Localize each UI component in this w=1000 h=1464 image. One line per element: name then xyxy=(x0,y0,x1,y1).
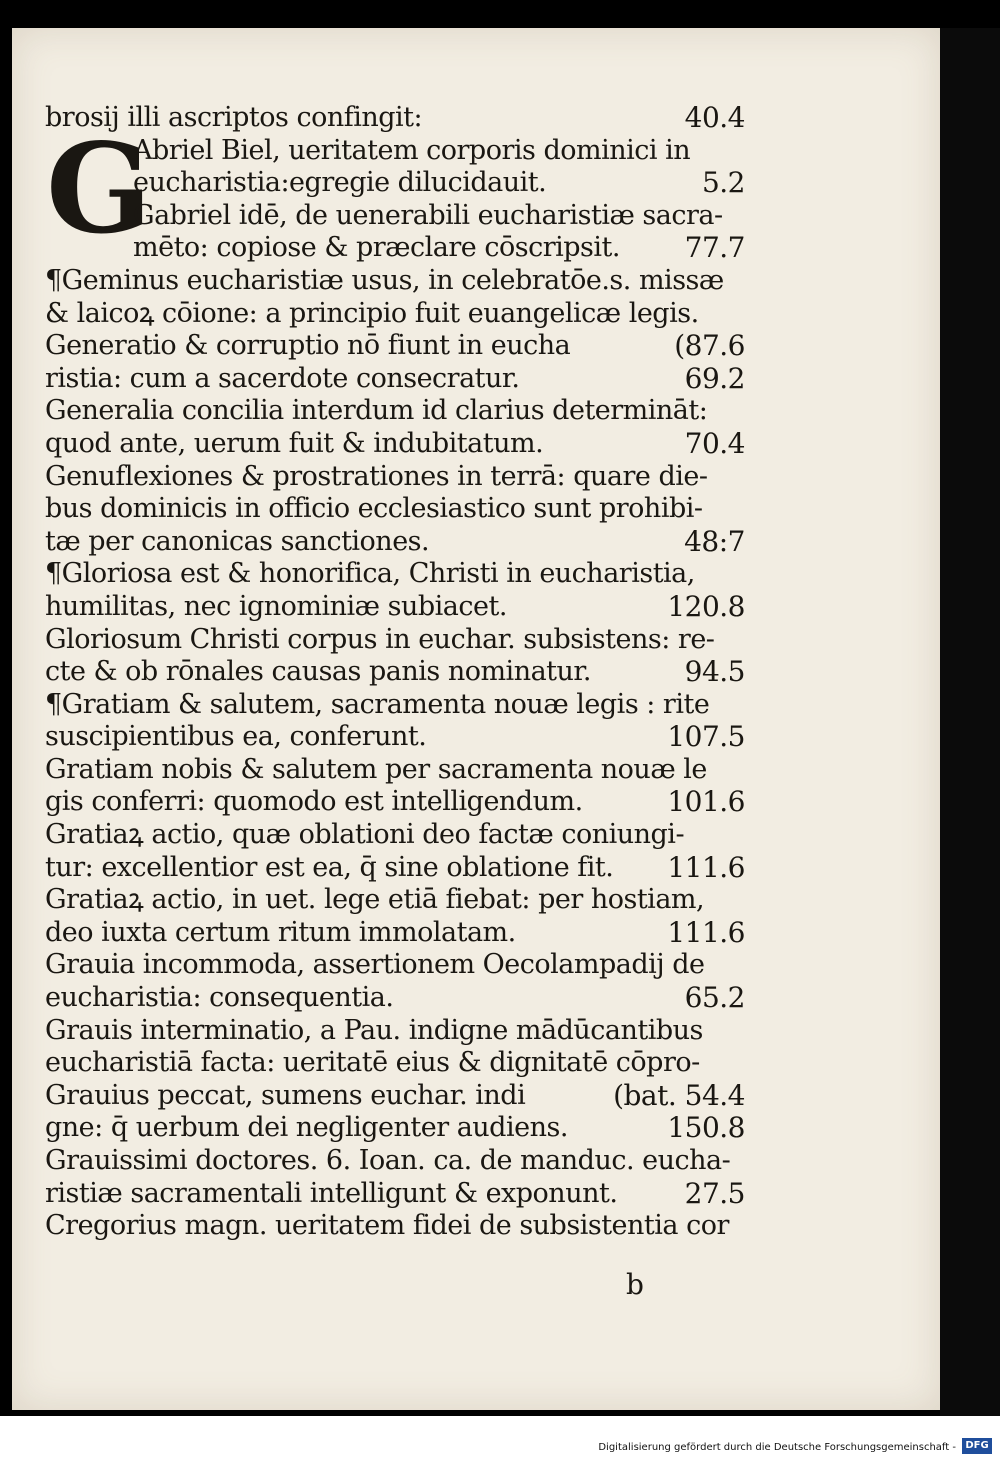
index-line xyxy=(45,1145,745,1178)
index-page-ref: 77.7 xyxy=(684,231,745,265)
index-entry-text: tur: excellentior est ea, q̄ sine oblatione fit. xyxy=(45,851,614,883)
signature-mark: b xyxy=(626,1268,644,1301)
index-line xyxy=(45,330,745,363)
index-line xyxy=(45,135,745,168)
index-line xyxy=(45,298,745,331)
index-line xyxy=(45,461,745,494)
index-line xyxy=(45,754,745,787)
index-line xyxy=(45,493,745,526)
index-line xyxy=(45,1080,745,1113)
index-page-ref: 101.6 xyxy=(667,785,745,819)
index-line xyxy=(45,884,745,917)
index-line xyxy=(45,363,745,396)
index-line xyxy=(45,200,745,233)
index-page-ref: 70.4 xyxy=(684,426,745,460)
index-entry-text: Genuflexiones & prostrationes in terrā: quare die- xyxy=(45,460,708,492)
index-line xyxy=(45,1178,745,1211)
index-entry-text: Gratiaꝝ actio, quæ oblationi deo factæ coniungi- xyxy=(45,819,685,851)
index-line xyxy=(45,656,745,689)
index-page-ref: (bat. 54.4 xyxy=(613,1078,745,1112)
index-page-ref: 120.8 xyxy=(667,589,745,623)
index-line xyxy=(45,102,745,135)
index-page-ref: 5.2 xyxy=(701,166,745,200)
index-line xyxy=(45,917,745,950)
index-line xyxy=(45,852,745,885)
index-entry-text: Grauius peccat, sumens euchar. indi xyxy=(45,1079,526,1111)
index-entry-text: eucharistia: consequentia. xyxy=(45,982,394,1014)
index-line xyxy=(45,265,745,298)
index-entry-text: brosij illi ascriptos confingit: xyxy=(45,102,423,133)
index-entry-text: quod ante, uerum fuit & indubitatum. xyxy=(45,427,544,459)
index-line xyxy=(45,1047,745,1080)
index-entry-text: Gabriel idē, de uenerabili eucharistiæ sacra- xyxy=(133,199,723,231)
index-entry-text: deo iuxta certum ritum immolatam. xyxy=(45,916,516,948)
index-line xyxy=(45,1015,745,1048)
index-line xyxy=(45,721,745,754)
index-entry-text: Gloriosum Christi corpus in euchar. subsistens: re- xyxy=(45,623,715,655)
index-page-ref: 69.2 xyxy=(684,361,745,395)
index-entry-text: Generatio & corruptio nō fiunt in eucha xyxy=(45,330,571,362)
index-entry-text: tæ per canonicas sanctiones. xyxy=(45,525,430,557)
scan-border xyxy=(940,28,1000,1418)
index-entry-text: & laicoꝝ cōione: a principio fuit euangelicæ legis. xyxy=(45,297,699,329)
index-page-ref: 111.6 xyxy=(667,915,745,949)
index-page-ref: 94.5 xyxy=(684,655,745,689)
index-line xyxy=(45,982,745,1015)
index-page-ref: 48:7 xyxy=(684,524,745,558)
index-page-ref: 150.8 xyxy=(667,1111,745,1145)
index-page-ref: 107.5 xyxy=(667,720,745,754)
index-line xyxy=(45,428,745,461)
index-line xyxy=(45,689,745,722)
dfg-logo: DFG xyxy=(962,1438,992,1454)
index-entry-text: ¶Gloriosa est & honorifica, Christi in eucharistia, xyxy=(45,558,695,590)
index-entry-text: mēto: copiose & præclare cōscripsit. xyxy=(133,232,620,264)
index-entry-text: Cregorius magn. ueritatem fidei de subsistentia cor xyxy=(45,1210,729,1242)
index-entry-text: ¶Geminus eucharistiæ usus, in celebratōe.s. missæ xyxy=(45,264,724,296)
index-entry-text: Grauia incommoda, assertionem Oecolampadij de xyxy=(45,949,705,981)
index-line xyxy=(45,1210,745,1243)
footer-bar xyxy=(0,1416,1000,1464)
index-line xyxy=(45,819,745,852)
index-page-ref: 40.4 xyxy=(684,101,745,134)
index-line xyxy=(45,395,745,428)
index-entry-text: gis conferri: quomodo est intelligendum. xyxy=(45,786,583,818)
index-text xyxy=(45,102,745,1243)
index-line xyxy=(45,232,745,265)
index-entry-text: eucharistiā facta: ueritatē eius & dignitatē cōpro- xyxy=(45,1047,700,1079)
index-line xyxy=(45,526,745,559)
index-entry-text: suscipientibus ea, conferunt. xyxy=(45,721,427,753)
index-entry-text: cte & ob rōnales causas panis nominatur. xyxy=(45,656,591,688)
index-entry-text: Gratiaꝝ actio, in uet. lege etiā fiebat: per hostiam, xyxy=(45,884,705,916)
index-line xyxy=(45,786,745,819)
index-entry-text: ristiæ sacramentali intelligunt & exponunt. xyxy=(45,1177,618,1209)
index-line xyxy=(45,624,745,657)
index-entry-text: Grauis interminatio, a Pau. indigne mādūcantibus xyxy=(45,1014,703,1046)
index-line xyxy=(45,949,745,982)
index-entry-text: bus dominicis in officio ecclesiastico sunt prohibi- xyxy=(45,493,703,525)
index-entry-text: gne: q̄ uerbum dei negligenter audiens. xyxy=(45,1112,568,1144)
index-entry-text: ¶Gratiam & salutem, sacramenta nouæ legis : rite xyxy=(45,688,710,720)
index-line xyxy=(45,558,745,591)
index-line xyxy=(45,1112,745,1145)
index-entry-text: Generalia concilia interdum id clarius determināt: xyxy=(45,395,708,427)
index-page-ref: 111.6 xyxy=(667,850,745,884)
index-page-ref: 27.5 xyxy=(684,1176,745,1210)
index-page-ref: (87.6 xyxy=(674,329,745,363)
index-entry-text: Abriel Biel, ueritatem corporis dominici in xyxy=(133,134,691,166)
index-entry-text: humilitas, nec ignominiæ subiacet. xyxy=(45,590,507,622)
index-entry-text: Gratiam nobis & salutem per sacramenta nouæ le xyxy=(45,753,707,785)
index-entry-text: ristia: cum a sacerdote consecratur. xyxy=(45,362,520,394)
index-page-ref: 65.2 xyxy=(684,981,745,1015)
index-entry-text: eucharistia:egregie dilucidauit. xyxy=(133,167,547,199)
index-line xyxy=(45,591,745,624)
decorated-initial: G xyxy=(46,117,152,262)
index-line xyxy=(45,167,745,200)
index-entry-text: Grauissimi doctores. 6. Ioan. ca. de manduc. eucha- xyxy=(45,1145,731,1176)
footer-credit: Digitalisierung gefördert durch die Deutsche Forschungsgemeinschaft - xyxy=(598,1442,956,1453)
